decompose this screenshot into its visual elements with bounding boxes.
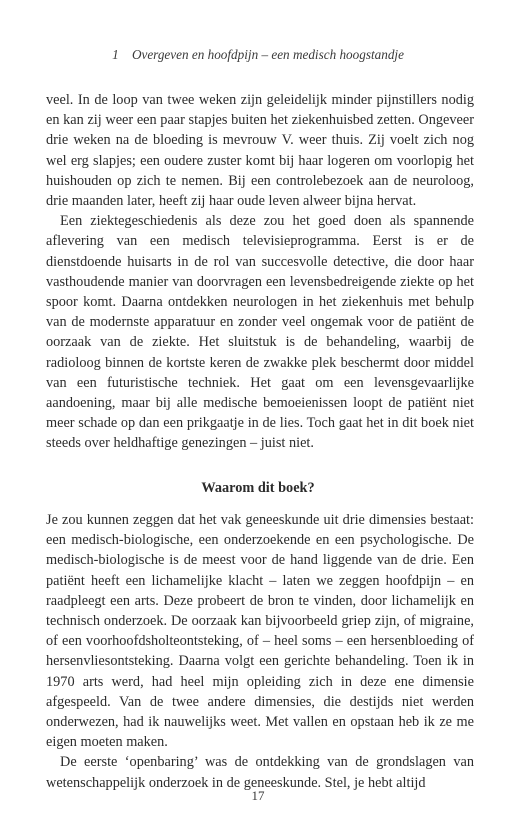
paragraph: Een ziektegeschiedenis als deze zou het goed doen als spannende aflevering van een medisch televisieprogramma. Eerst is er de dienstdoende huisarts in de rol van succesvolle detective, die door haar vasthoudende manier van doorvragen een levensbedreigende ziekte op het spoor komt. Daarna ontdekken neurologen in het ziekenhuis met behulp van de modernste apparatuur en zonder veel ongemak voor de patiënt de oorzaak van de ziekte. Het sluitstuk is de behandeling, waarbij de radioloog binnen de kortste keren de zwakke plek beschermt door middel van een futuristische techniek. Het gaat om een levensgevaarlijke aandoening, maar bij alle medische bemoeienissen loopt de patiënt niet meer schade op dan een prikgaatje in de lies. Toch gaat het in dit boek niet steeds over heldhaftige genezingen – juist niet. [46,213,474,452]
section-heading: Waarom dit boek? [201,480,315,496]
body-text-after-heading [46,510,474,793]
page-number: 17 [251,788,265,803]
chapter-title: Overgeven en hoofdpijn – een medisch hoogstandje [131,47,404,62]
paragraph: veel. In de loop van twee weken zijn geleidelijk minder pijnstillers nodig en kan zij weer een paar stapjes buiten het ziekenhuisbed zetten. Ongeveer drie weken na de bloeding is mevrouw V. weer thuis. Zij voelt zich nog wel erg slapjes; een oudere zuster komt bij haar logeren om voorlopig het huishouden op zich te nemen. Bij een controlebezoek aan de neuroloog, drie maanden later, heeft zij haar oude leven alweer bijna hervat. [46,92,474,210]
paragraph: Je zou kunnen zeggen dat het vak geneeskunde uit drie dimensies bestaat: een medisch-biologische, een onderzoekende en een psychologische. De medisch-biologische is de meest voor de hand liggende van de drie. Een patiënt heeft een lichamelijke klacht – laten we zeggen hoofdpijn – en raadpleegt een arts. Deze probeert de bron te vinden, door lichamelijk en technisch onderzoek. De oorzaak kan bijvoorbeeld griep zijn, of migraine, of een voorhoofdsholteontsteking, of – heel soms – een hersenbloeding of hersenvliesontsteking. Daarna volgt een gerichte behandeling. Toen ik in 1970 arts werd, had heel mijn opleiding zich in deze ene dimensie afgespeeld. Van de twee andere dimensies, die destijds niet werden onderwezen, had ik nauwelijks weet. Met vallen en opstaan heb ik ze me eigen moeten maken. [46,512,474,751]
body-text-before-heading [46,90,474,454]
running-head [0,47,516,63]
paragraph: De eerste ‘openbaring’ was de ontdekking van de grondslagen van wetenschappelijk onderzoek in de geneeskunde. Stel, je hebt altijd [46,754,474,791]
chapter-number: 1 [112,47,119,62]
